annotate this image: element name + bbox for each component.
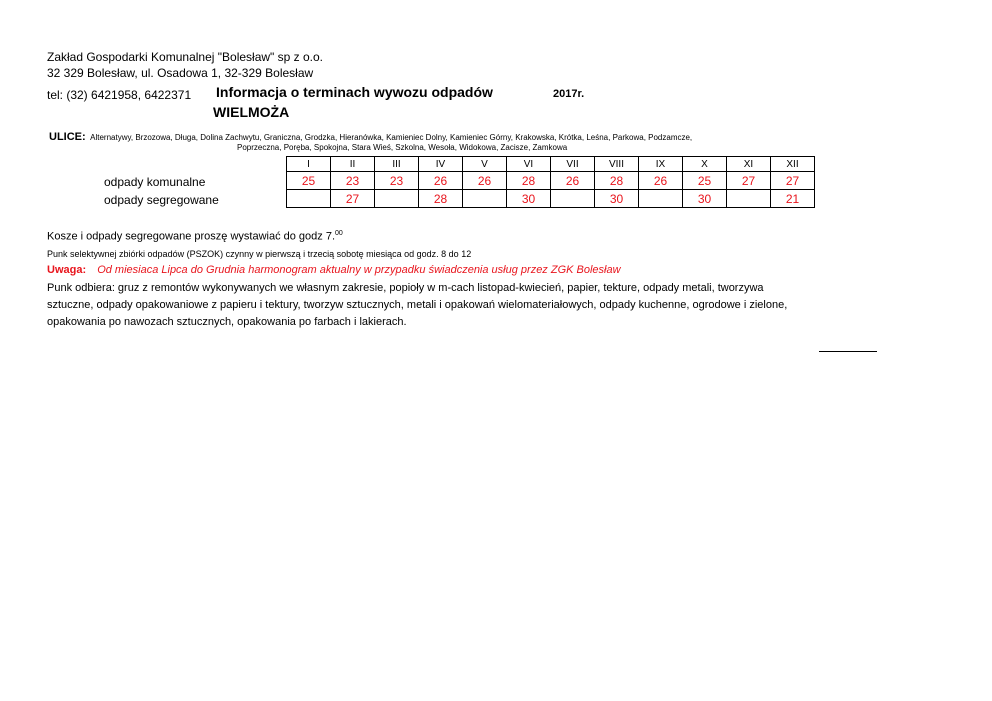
signature-line (819, 351, 877, 352)
table-cell: 30 (595, 190, 639, 208)
table-cell (287, 190, 331, 208)
table-cell: 28 (507, 172, 551, 190)
bins-note (47, 230, 343, 243)
row-label-segregated: odpady segregowane (104, 193, 219, 207)
table-cell: 27 (727, 172, 771, 190)
streets-label: ULICE: (49, 131, 86, 143)
year-label: 2017r. (553, 88, 585, 100)
table-cell: 26 (551, 172, 595, 190)
table-cell: 25 (683, 172, 727, 190)
streets-list-2: Poprzeczna, Poręba, Spokojna, Stara Wieś, Szkolna, Wesoła, Widokowa, Zacisze, Zamkowa (237, 143, 568, 152)
table-cell: 27 (771, 172, 815, 190)
table-cell: 21 (771, 190, 815, 208)
schedule-table (286, 156, 815, 208)
month-header: V (463, 157, 507, 172)
month-header: XII (771, 157, 815, 172)
collection-line-1: Punk odbiera: gruz z remontów wykonywanych we własnym zakresie, popioły w m-cach listopad-kwiecień, papier, tekture, odpady metali, tworzywa (47, 282, 764, 294)
streets-list-1: Alternatywy, Brzozowa, Długa, Dolina Zachwytu, Graniczna, Grodzka, Hieranówka, Kamieniec Dolny, Kamieniec Górny, Krakowska, Krótka, Leśna, Parkowa, Podzamcze, (90, 133, 693, 142)
table-cell (639, 190, 683, 208)
pszok-note: Punk selektywnej zbiórki odpadów (PSZOK) czynny w pierwszą i trzecią sobotę miesiąca od godz. 8 do 12 (47, 249, 472, 259)
table-header-row (287, 157, 815, 172)
bins-note-sup: 00 (335, 230, 343, 237)
warning-text: Od miesiaca Lipca do Grudnia harmonogram aktualny w przypadku świadczenia usług przez ZGK Bolesław (97, 264, 621, 276)
locality-name: WIELMOŻA (213, 104, 290, 120)
table-cell: 26 (419, 172, 463, 190)
table-cell: 28 (419, 190, 463, 208)
month-header: IV (419, 157, 463, 172)
collection-line-2: sztuczne, odpady opakowaniowe z papieru i tektury, tworzyw sztucznych, metali i opakowań wielomateriałowych, odpady kuchenne, ogrodowe i zielone, (47, 299, 788, 311)
company-address: 32 329 Bolesław, ul. Osadowa 1, 32-329 Bolesław (47, 66, 314, 80)
table-cell: 23 (331, 172, 375, 190)
month-header: VII (551, 157, 595, 172)
table-cell: 26 (639, 172, 683, 190)
month-header: III (375, 157, 419, 172)
table-cell: 30 (683, 190, 727, 208)
company-name: Zakład Gospodarki Komunalnej "Bolesław" sp z o.o. (47, 50, 323, 64)
table-cell (375, 190, 419, 208)
table-cell: 23 (375, 172, 419, 190)
row-label-municipal: odpady komunalne (104, 175, 206, 189)
month-header: VI (507, 157, 551, 172)
table-cell: 30 (507, 190, 551, 208)
month-header: X (683, 157, 727, 172)
table-cell: 27 (331, 190, 375, 208)
collection-line-3: opakowania po nawozach sztucznych, opakowania po farbach i lakierach. (47, 316, 407, 328)
table-cell (727, 190, 771, 208)
month-header: XI (727, 157, 771, 172)
month-header: IX (639, 157, 683, 172)
page-title: Informacja o terminach wywozu odpadów (216, 84, 493, 100)
table-cell: 28 (595, 172, 639, 190)
table-row-municipal (287, 172, 815, 190)
month-header: II (331, 157, 375, 172)
warning-note (47, 264, 621, 276)
month-header: VIII (595, 157, 639, 172)
bins-note-text: Kosze i odpady segregowane proszę wystawiać do godz 7. (47, 230, 336, 243)
table-row-segregated (287, 190, 815, 208)
warning-label: Uwaga: (47, 264, 87, 276)
table-cell (463, 190, 507, 208)
table-cell (551, 190, 595, 208)
company-phone: tel: (32) 6421958, 6422371 (47, 88, 192, 102)
table-cell: 25 (287, 172, 331, 190)
month-header: I (287, 157, 331, 172)
table-cell: 26 (463, 172, 507, 190)
